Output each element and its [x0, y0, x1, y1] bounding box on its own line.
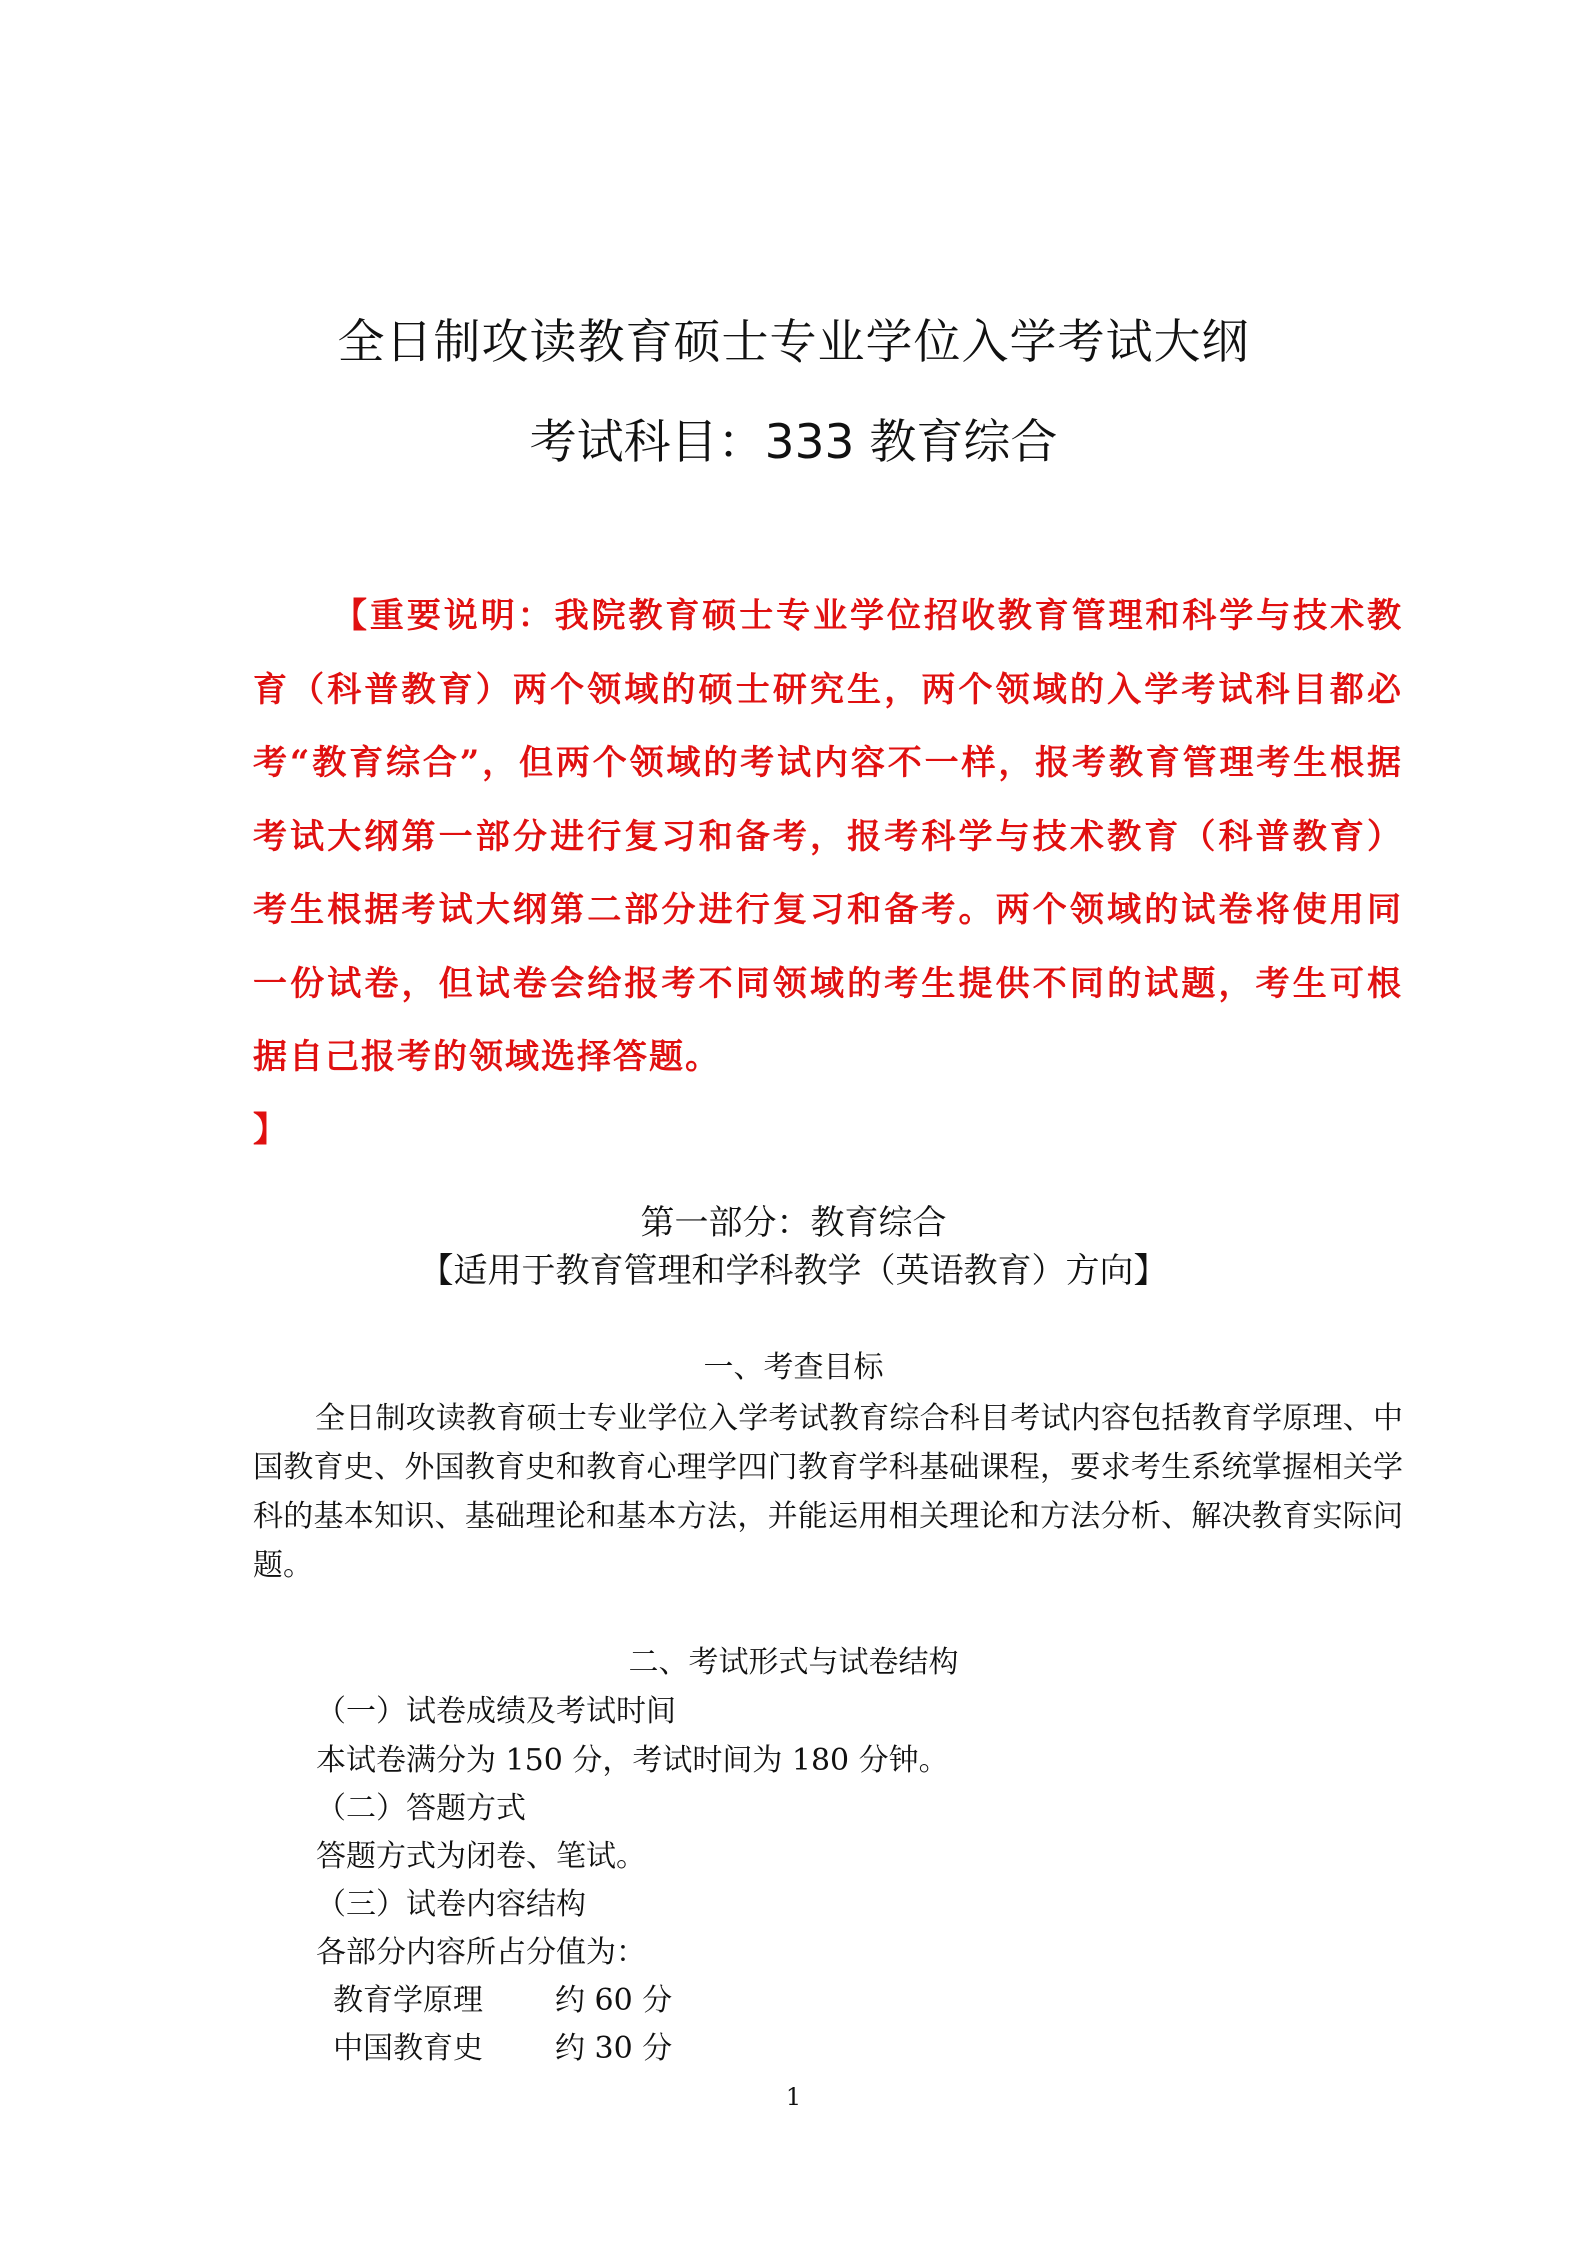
- score-row: [333, 2026, 672, 2072]
- page-number: 1: [785, 2083, 802, 2111]
- subsection-three-title: （三）试卷内容结构: [316, 1887, 586, 1922]
- part-one-title: 第一部分：教育综合: [640, 1203, 947, 1243]
- section-one-heading: 一、考查目标: [703, 1350, 884, 1385]
- subsection-one-title: （一）试卷成绩及考试时间: [316, 1694, 676, 1729]
- section-two-heading: 二、考试形式与试卷结构: [628, 1645, 959, 1680]
- subsection-three-text: 各部分内容所占分值为：: [316, 1935, 646, 1970]
- score-subject: 教育学原理: [333, 1983, 483, 2018]
- document-title: 全日制攻读教育硕士专业学位入学考试大纲: [337, 315, 1250, 370]
- part-one-subtitle: 【适用于教育管理和学科教学（英语教育）方向】: [419, 1251, 1168, 1291]
- subsection-two-title: （二）答题方式: [316, 1791, 526, 1826]
- score-value: 约 30 分: [555, 2031, 673, 2066]
- score-value: 约 60 分: [555, 1983, 673, 2018]
- score-subject: 中国教育史: [333, 2031, 483, 2066]
- exam-subject: 考试科目：333 教育综合: [529, 415, 1058, 470]
- subsection-one-text: 本试卷满分为 150 分，考试时间为 180 分钟。: [316, 1743, 949, 1778]
- section-one-paragraph: 全日制攻读教育硕士专业学位入学考试教育综合科目考试内容包括教育学原理、中国教育史、外国教育史和教育心理学四门教育学科基础课程，要求考生系统掌握相关学科的基本知识、基础理论和基本方法，并能运用相关理论和方法分析、解决教育实际问题。: [253, 1401, 1403, 1583]
- important-notice: 【重要说明：我院教育硕士专业学位招收教育管理和科学与技术教育（科普教育）两个领域的硕士研究生，两个领域的入学考试科目都必考“教育综合”，但两个领域的考试内容不一样，报考教育管理考生根据考试大纲第一部分进行复习和备考，报考科学与技术教育（科普教育）考生根据考试大纲第二部分进行复习和备考。两个领域的试卷将使用同一份试卷，但试卷会给报考不同领域的考生提供不同的试题，考生可根据自己报考的领域选择答题。: [253, 596, 1403, 1077]
- score-row: [333, 1978, 672, 2024]
- subsection-two-text: 答题方式为闭卷、笔试。: [316, 1839, 646, 1874]
- notice-close-bracket: 】: [253, 1110, 287, 1150]
